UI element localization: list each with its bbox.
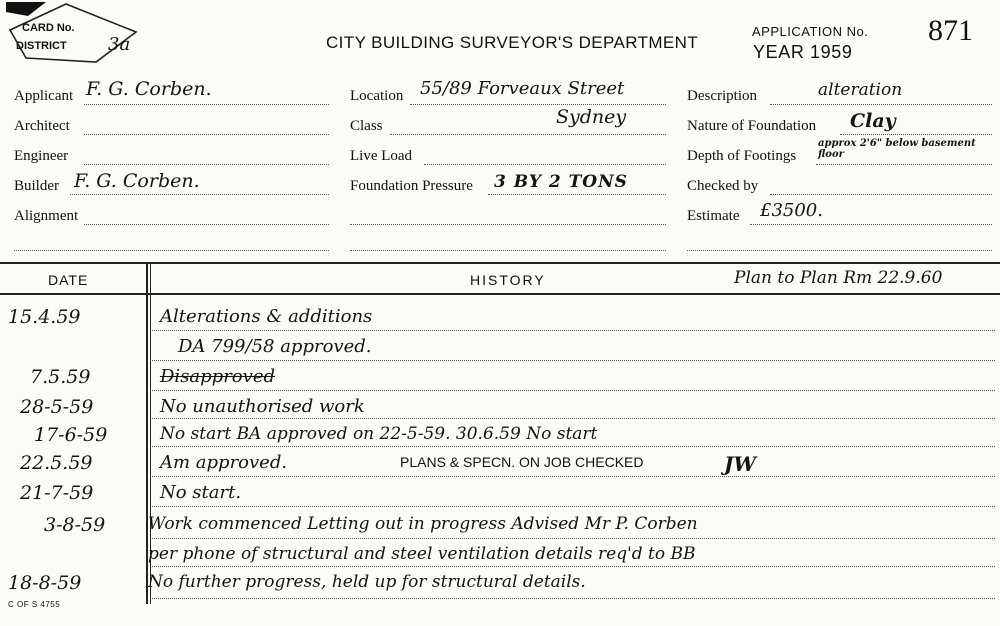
foundation-pressure-value: 3 BY 2 TONS [494,172,628,192]
location-value: 55/89 Forveaux Street [420,78,625,99]
form-code: C OF S 4755 [8,600,61,609]
history-text: No start BA approved on 22-5-59. 30.6.59 No start [160,424,598,444]
history-date: 15.4.59 [8,306,81,328]
checked-by-label: Checked by [687,178,759,194]
history-date: 21-7-59 [20,482,94,504]
history-text: Work commenced Letting out in progress Advised Mr P. Corben [148,514,698,534]
district-value: 3a [108,34,131,55]
history-column-header: HISTORY [470,272,546,288]
history-text: Alterations & additions [160,306,373,327]
stamp-initials: JW [724,452,756,476]
alignment-label: Alignment [14,208,79,224]
date-column-header: DATE [48,272,89,288]
plan-note: Plan to Plan Rm 22.9.60 [734,268,943,288]
builder-value: F. G. Corben. [74,170,200,192]
architect-label: Architect [14,118,70,134]
class-value: Sydney [556,106,627,128]
card-no-label: CARD No. [22,22,75,34]
plans-checked-stamp: PLANS & SPECN. ON JOB CHECKED [400,454,644,470]
location-label: Location [350,88,404,104]
estimate-label: Estimate [687,208,740,224]
description-label: Description [687,88,757,104]
history-date: 28-5-59 [20,396,94,418]
history-date: 7.5.59 [30,366,91,388]
live-load-label: Live Load [350,148,413,164]
builder-label: Builder [14,178,59,194]
history-text: per phone of structural and steel ventilation details req'd to BB [148,544,696,564]
history-text: No start. [160,482,242,503]
year-label: YEAR 1959 [753,42,853,62]
applicant-label: Applicant [14,88,74,104]
history-date: 3-8-59 [44,514,106,536]
depth-of-footings-label: Depth of Footings [687,148,797,164]
class-label: Class [350,118,383,134]
depth-of-footings-value: approx 2'6" below basement floor [818,138,976,160]
application-number: 871 [928,14,973,47]
history-date: 22.5.59 [20,452,93,474]
history-text: No unauthorised work [160,396,365,417]
history-date: 18-8-59 [8,572,82,594]
nature-of-foundation-value: Clay [850,110,896,132]
district-label: DISTRICT [16,40,67,52]
application-no-label: APPLICATION No. [752,24,869,39]
applicant-value: F. G. Corben. [86,78,212,100]
estimate-value: £3500. [760,200,823,221]
history-text: Disapproved [160,366,275,387]
description-value: alteration [818,80,903,100]
history-date: 17-6-59 [34,424,108,446]
history-text: DA 799/58 approved. [178,336,372,357]
engineer-label: Engineer [14,148,69,164]
history-text: Am approved. [160,452,288,473]
foundation-pressure-label: Foundation Pressure [350,178,473,194]
page-title: CITY BUILDING SURVEYOR'S DEPARTMENT [326,33,699,52]
nature-of-foundation-label: Nature of Foundation [687,118,817,134]
history-text: No further progress, held up for structural details. [148,572,586,592]
